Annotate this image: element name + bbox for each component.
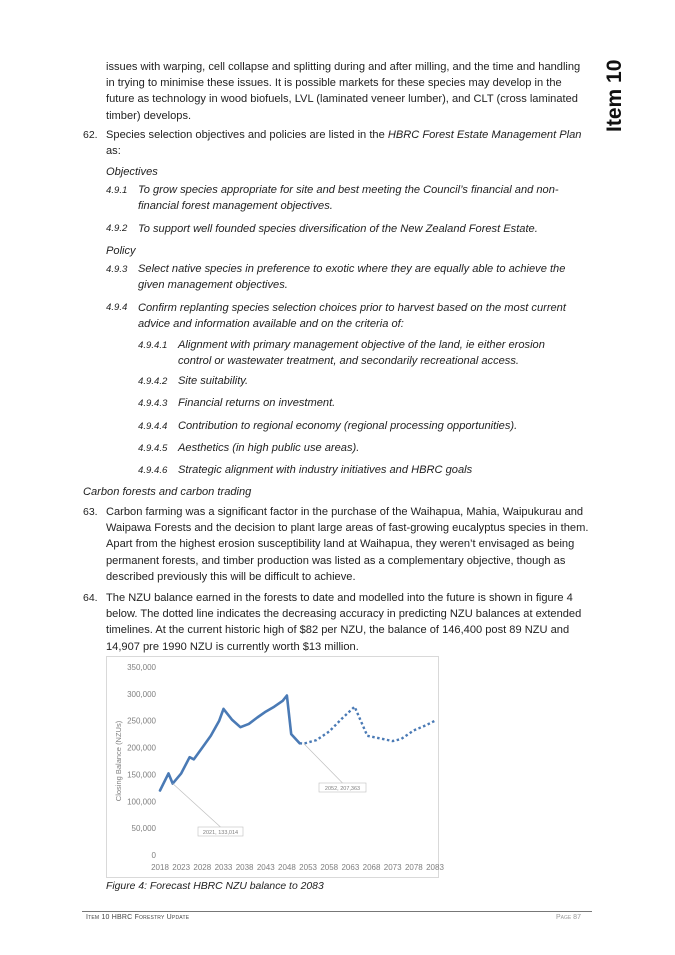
x-tick-label: 2043 [256,863,275,872]
y-tick-label: 50,000 [131,824,156,834]
footer-divider [82,911,592,912]
y-tick-label: 300,000 [127,689,156,699]
figure-caption: Figure 4: Forecast HBRC NZU balance to 2083 [106,881,324,892]
criterion-number: 4.9.4.2 [138,376,168,387]
footer-page-number: Page 87 [556,914,581,921]
objective-text: To support well founded species diversification of the New Zealand Forest Estate. [138,223,538,235]
section-heading-carbon: Carbon forests and carbon trading [83,486,252,498]
policy-text: Select native species in preference to exotic where they are equally able to achieve the given management objectives. [138,263,566,292]
footer-left [86,914,189,921]
criterion-number: 4.9.4.5 [138,443,168,454]
y-tick-label: 350,000 [127,663,156,672]
footer-item-label: Item 10 [86,914,110,921]
criterion-text: Aesthetics (in high public use areas). [178,442,360,454]
objectives-heading: Objectives [106,166,158,178]
paragraph-62-number: 62. [83,129,98,141]
policy-heading: Policy [106,245,136,257]
x-tick-label: 2028 [193,863,212,872]
criterion-text: Alignment with primary management objective of the land, ie either erosion control or wastewater treatment, and secondarily recreational access. [178,339,545,368]
paragraph-63: Carbon farming was a significant factor in the purchase of the Waihapua, Mahia, Waipukurau and Waipawa Forests and the decision to plant large areas of fast-growing eucalyptus species in them. Apart from the highest erosion susceptibility land at Waihapua, they weren’t envisaged as being permanent forests, and timber production was listed as a complementary objective, though as described previously this will be difficult to achieve. [106,506,589,583]
footer-title: HBRC Forestry Update [111,914,190,921]
objective-text: To grow species appropriate for site and best meeting the Council’s financial and non-financial forest management objectives. [138,184,559,213]
chart-frame [107,657,439,878]
x-tick-label: 2058 [320,863,339,872]
paragraph-63-number: 63. [83,506,98,518]
criterion-text: Financial returns on investment. [178,397,336,409]
intro-paragraph: issues with warping, cell collapse and splitting during and after milling, and the time and handling in trying to minimise these issues. It is possible markets for these species may develop in the future as technology in wood biofuels, LVL (laminated veneer lumber), and CLT (cross laminated timber) develops. [106,61,581,122]
nzu-balance-chart [106,656,444,878]
x-tick-label: 2053 [299,863,317,872]
objective-number: 4.9.1 [106,185,128,196]
objective-number: 4.9.2 [106,223,128,234]
criterion-number: 4.9.4.4 [138,421,168,432]
x-tick-label: 2018 [151,863,169,872]
x-tick-label: 2068 [362,863,381,872]
x-tick-label: 2078 [404,863,423,872]
y-tick-label: 200,000 [127,743,156,753]
x-tick-label: 2038 [235,863,254,872]
y-tick-label: 0 [151,851,156,860]
chart-svg [106,656,444,878]
item-side-tag: Item 10 [603,59,626,132]
x-tick-label: 2083 [426,863,444,872]
data-label: 2052, 207,363 [324,785,361,792]
paragraph-64-number: 64. [83,592,98,604]
criterion-text: Contribution to regional economy (regional processing opportunities). [178,420,518,432]
policy-number: 4.9.3 [106,264,128,275]
x-tick-label: 2073 [383,863,402,872]
x-tick-label: 2033 [214,863,233,872]
paragraph-62: Species selection objectives and policies are listed in the HBRC Forest Estate Management Plan as: [106,129,582,158]
criterion-number: 4.9.4.3 [138,398,168,409]
y-tick-label: 250,000 [127,716,156,726]
criterion-number: 4.9.4.6 [138,465,168,476]
policy-number: 4.9.4 [106,302,128,313]
criterion-text: Site suitability. [178,375,249,387]
y-tick-label: 150,000 [127,770,156,780]
paragraph-64: The NZU balance earned in the forests to date and modelled into the future is shown in figure 4 below. The dotted line indicates the decreasing accuracy in predicting NZU balances at extended timelines. At the current historic high of $82 per NZU, the balance of 146,400 post 89 NZU and 14,907 pre 1990 NZU is currently worth $13 million. [106,592,582,653]
x-tick-label: 2048 [278,863,296,872]
y-tick-label: 100,000 [127,797,156,807]
data-label: 2021, 133,014 [202,829,239,836]
x-tick-label: 2023 [172,863,191,872]
criterion-text: Strategic alignment with industry initiatives and HBRC goals [178,464,473,476]
criterion-number: 4.9.4.1 [138,340,168,351]
policy-text: Confirm replanting species selection choices prior to harvest based on the most current advice and information available and on the criteria of: [138,302,566,331]
y-axis-label: Closing Balance (NZUs) [114,720,123,802]
x-tick-label: 2063 [341,863,360,872]
